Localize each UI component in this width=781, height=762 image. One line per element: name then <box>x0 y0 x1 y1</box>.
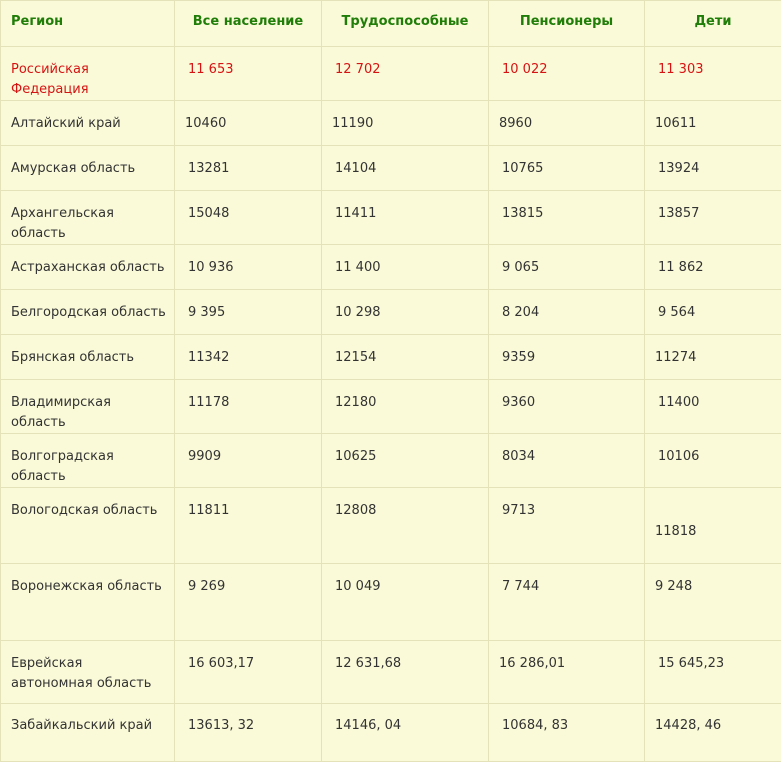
value-cell-all: 11 653 <box>175 47 322 101</box>
table-row <box>1 641 781 704</box>
column-header-working-age: Трудоспособные <box>322 1 489 47</box>
value-cell-children: 11274 <box>645 335 781 380</box>
value-cell-working: 12808 <box>322 488 489 564</box>
value-cell-working: 10 049 <box>322 564 489 641</box>
value-cell-pensioners: 8034 <box>489 434 645 488</box>
region-cell: Воронежская область <box>1 564 175 641</box>
value-cell-pensioners: 9359 <box>489 335 645 380</box>
value-cell-pensioners: 10765 <box>489 146 645 191</box>
table-row <box>1 191 781 245</box>
value-cell-working: 14146, 04 <box>322 704 489 762</box>
region-cell: Архангельская область <box>1 191 175 245</box>
value-cell-pensioners: 13815 <box>489 191 645 245</box>
header-row <box>1 1 781 47</box>
table-row <box>1 488 781 564</box>
value-cell-children: 11818 <box>645 488 781 564</box>
value-cell-all: 9909 <box>175 434 322 488</box>
value-cell-pensioners: 8960 <box>489 101 645 146</box>
value-cell-children: 9 564 <box>645 290 781 335</box>
region-cell: Забайкальский край <box>1 704 175 762</box>
value-cell-working: 10 298 <box>322 290 489 335</box>
value-cell-working: 11 400 <box>322 245 489 290</box>
value-cell-pensioners: 10684, 83 <box>489 704 645 762</box>
table-row <box>1 101 781 146</box>
table-row <box>1 47 781 101</box>
column-header-region: Регион <box>1 1 175 47</box>
value-cell-all: 15048 <box>175 191 322 245</box>
value-cell-children: 14428, 46 <box>645 704 781 762</box>
region-cell: Российская Федерация <box>1 47 175 101</box>
column-header-pensioners: Пенсионеры <box>489 1 645 47</box>
region-cell: Алтайский край <box>1 101 175 146</box>
value-cell-working: 11190 <box>322 101 489 146</box>
value-cell-children: 11 862 <box>645 245 781 290</box>
value-cell-pensioners: 7 744 <box>489 564 645 641</box>
value-cell-working: 11411 <box>322 191 489 245</box>
value-cell-all: 10 936 <box>175 245 322 290</box>
table-row <box>1 434 781 488</box>
value-cell-working: 12154 <box>322 335 489 380</box>
region-cell: Вологодская область <box>1 488 175 564</box>
value-cell-all: 11178 <box>175 380 322 434</box>
region-cell: Астраханская область <box>1 245 175 290</box>
value-cell-all: 11811 <box>175 488 322 564</box>
value-cell-pensioners: 9713 <box>489 488 645 564</box>
value-cell-all: 16 603,17 <box>175 641 322 704</box>
region-cell: Белгородская область <box>1 290 175 335</box>
value-cell-all: 10460 <box>175 101 322 146</box>
region-cell: Владимирская область <box>1 380 175 434</box>
region-cell: Волгоградская область <box>1 434 175 488</box>
value-cell-children: 13857 <box>645 191 781 245</box>
value-cell-working: 10625 <box>322 434 489 488</box>
value-cell-pensioners: 16 286,01 <box>489 641 645 704</box>
value-cell-pensioners: 10 022 <box>489 47 645 101</box>
value-cell-children: 15 645,23 <box>645 641 781 704</box>
column-header-children: Дети <box>645 1 781 47</box>
table-row <box>1 335 781 380</box>
region-cell: Еврейская автономная область <box>1 641 175 704</box>
value-cell-working: 14104 <box>322 146 489 191</box>
value-cell-all: 11342 <box>175 335 322 380</box>
value-cell-working: 12 631,68 <box>322 641 489 704</box>
value-cell-working: 12180 <box>322 380 489 434</box>
table-row <box>1 380 781 434</box>
table-row <box>1 290 781 335</box>
value-cell-all: 13613, 32 <box>175 704 322 762</box>
value-cell-children: 11 303 <box>645 47 781 101</box>
value-cell-working: 12 702 <box>322 47 489 101</box>
value-cell-all: 9 395 <box>175 290 322 335</box>
region-cell: Амурская область <box>1 146 175 191</box>
table-row <box>1 704 781 762</box>
value-cell-children: 10611 <box>645 101 781 146</box>
value-cell-pensioners: 9360 <box>489 380 645 434</box>
table-row <box>1 564 781 641</box>
value-cell-all: 13281 <box>175 146 322 191</box>
value-cell-children: 10106 <box>645 434 781 488</box>
column-header-all-population: Все население <box>175 1 322 47</box>
value-cell-pensioners: 9 065 <box>489 245 645 290</box>
table-row <box>1 245 781 290</box>
region-cell: Брянская область <box>1 335 175 380</box>
table-row <box>1 146 781 191</box>
value-cell-children: 13924 <box>645 146 781 191</box>
value-cell-all: 9 269 <box>175 564 322 641</box>
value-cell-children: 11400 <box>645 380 781 434</box>
value-cell-pensioners: 8 204 <box>489 290 645 335</box>
value-cell-children: 9 248 <box>645 564 781 641</box>
